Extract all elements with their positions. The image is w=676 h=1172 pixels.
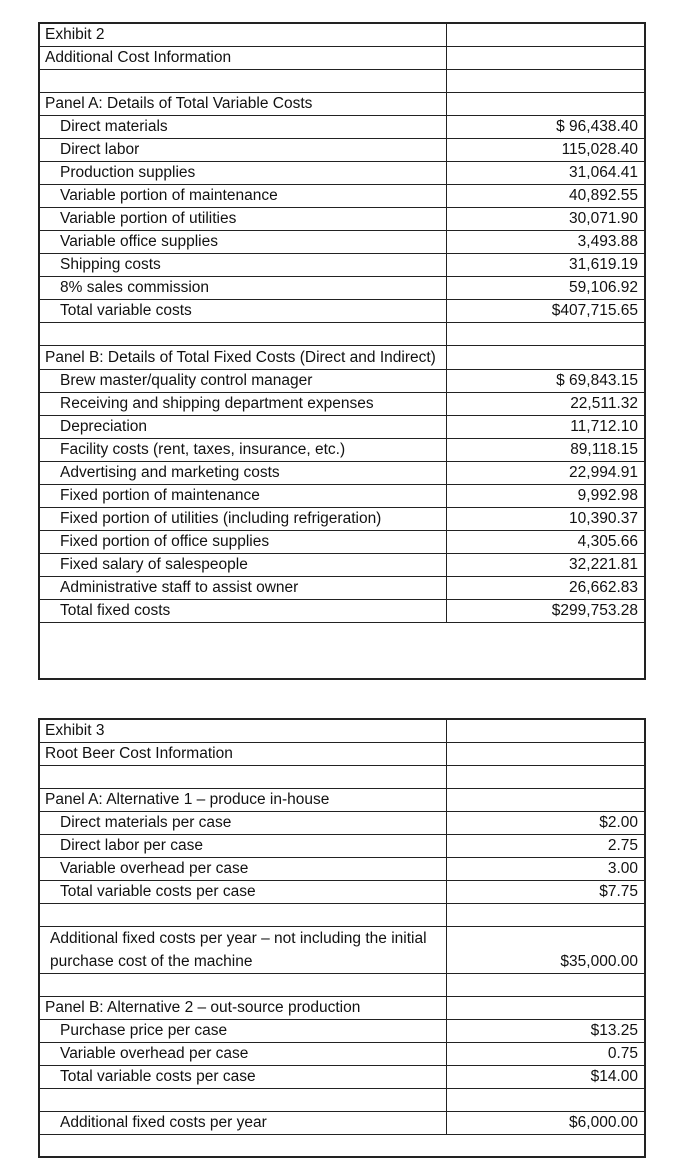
- row-label: Depreciation: [40, 416, 447, 439]
- exhibit-title-row: [40, 720, 644, 743]
- spacer-row: [40, 766, 644, 789]
- panel-heading-row: [40, 997, 644, 1020]
- row-label: 8% sales commission: [40, 277, 447, 300]
- spacer-row: [40, 323, 644, 346]
- row-value: $2.00: [447, 812, 645, 835]
- total-row: [40, 881, 644, 904]
- spacer-row: [40, 974, 644, 997]
- row-label: Brew master/quality control manager: [40, 370, 447, 393]
- row-value: 30,071.90: [447, 208, 645, 231]
- panel-b-heading: Panel B: Details of Total Fixed Costs (Direct and Indirect): [40, 346, 447, 370]
- table-row: [40, 370, 644, 393]
- empty-cell: [447, 47, 645, 70]
- row-label: Total variable costs: [40, 300, 447, 323]
- table-row: [40, 508, 644, 531]
- row-label: Receiving and shipping department expenses: [40, 393, 447, 416]
- additional-costs-value: $6,000.00: [447, 1112, 645, 1135]
- empty-cell: [447, 997, 645, 1020]
- row-label: Direct materials per case: [40, 812, 447, 835]
- row-label: Direct labor per case: [40, 835, 447, 858]
- empty-cell: [447, 743, 645, 766]
- row-value: 11,712.10: [447, 416, 645, 439]
- table-row: [40, 835, 644, 858]
- exhibit-title: Exhibit 3: [40, 720, 447, 743]
- table-row: [40, 554, 644, 577]
- table-row: [40, 162, 644, 185]
- table-row: [40, 439, 644, 462]
- row-value: 3,493.88: [447, 231, 645, 254]
- table-row: [40, 393, 644, 416]
- empty-cell: [447, 789, 645, 812]
- table-row: [40, 531, 644, 554]
- row-value: 26,662.83: [447, 577, 645, 600]
- row-label: Direct labor: [40, 139, 447, 162]
- row-value: 59,106.92: [447, 277, 645, 300]
- row-label: Fixed salary of salespeople: [40, 554, 447, 577]
- additional-costs-value: $35,000.00: [447, 927, 645, 974]
- table-row: [40, 462, 644, 485]
- spacer-row: [40, 1089, 644, 1112]
- table-row: [40, 1020, 644, 1043]
- panel-a-heading: Panel A: Alternative 1 – produce in-house: [40, 789, 447, 812]
- total-row: [40, 1066, 644, 1089]
- row-value: 3.00: [447, 858, 645, 881]
- row-value: $ 96,438.40: [447, 116, 645, 139]
- row-label: Total variable costs per case: [40, 1066, 447, 1089]
- exhibit-3-table: [38, 718, 646, 1158]
- exhibit-title-row: [40, 24, 644, 47]
- table-row: [40, 1043, 644, 1066]
- row-label: Shipping costs: [40, 254, 447, 277]
- additional-costs-label: Additional fixed costs per year – not including the initial purchase cost of the machine: [40, 927, 447, 974]
- row-label: Production supplies: [40, 162, 447, 185]
- total-row: [40, 600, 644, 623]
- row-label: Variable portion of maintenance: [40, 185, 447, 208]
- total-row: [40, 300, 644, 323]
- table-row: [40, 277, 644, 300]
- additional-costs-row: [40, 1112, 644, 1135]
- panel-b-heading: Panel B: Alternative 2 – out-source production: [40, 997, 447, 1020]
- table-row: [40, 812, 644, 835]
- table-row: [40, 231, 644, 254]
- table-row: [40, 254, 644, 277]
- empty-cell: [447, 346, 645, 370]
- row-label: Direct materials: [40, 116, 447, 139]
- exhibit-subtitle: Additional Cost Information: [40, 47, 447, 70]
- row-value: 9,992.98: [447, 485, 645, 508]
- row-label: Variable office supplies: [40, 231, 447, 254]
- table-row: [40, 485, 644, 508]
- row-label: Variable overhead per case: [40, 1043, 447, 1066]
- row-label: Total variable costs per case: [40, 881, 447, 904]
- table-row: [40, 577, 644, 600]
- row-value: 22,511.32: [447, 393, 645, 416]
- row-value: 0.75: [447, 1043, 645, 1066]
- row-label: Variable portion of utilities: [40, 208, 447, 231]
- row-value: $7.75: [447, 881, 645, 904]
- table-row: [40, 208, 644, 231]
- panel-heading-row: [40, 93, 644, 116]
- row-label: Advertising and marketing costs: [40, 462, 447, 485]
- exhibit-subtitle-row: [40, 743, 644, 766]
- row-value: $14.00: [447, 1066, 645, 1089]
- row-value: 115,028.40: [447, 139, 645, 162]
- panel-heading-row: [40, 789, 644, 812]
- spacer-row: [40, 904, 644, 927]
- row-value: 22,994.91: [447, 462, 645, 485]
- row-value: $407,715.65: [447, 300, 645, 323]
- row-value: 31,064.41: [447, 162, 645, 185]
- row-value: 4,305.66: [447, 531, 645, 554]
- table-row: [40, 116, 644, 139]
- row-label: Fixed portion of maintenance: [40, 485, 447, 508]
- spacer-row: [40, 70, 644, 93]
- additional-costs-label: Additional fixed costs per year: [40, 1112, 447, 1135]
- table-row: [40, 139, 644, 162]
- row-label: Facility costs (rent, taxes, insurance, etc.): [40, 439, 447, 462]
- table-row: [40, 185, 644, 208]
- row-value: 10,390.37: [447, 508, 645, 531]
- row-label: Total fixed costs: [40, 600, 447, 623]
- row-label: Variable overhead per case: [40, 858, 447, 881]
- row-value: $13.25: [447, 1020, 645, 1043]
- row-label: Administrative staff to assist owner: [40, 577, 447, 600]
- row-label: Fixed portion of office supplies: [40, 531, 447, 554]
- empty-cell: [447, 93, 645, 116]
- row-value: $ 69,843.15: [447, 370, 645, 393]
- row-value: 32,221.81: [447, 554, 645, 577]
- row-value: 89,118.15: [447, 439, 645, 462]
- row-label: Purchase price per case: [40, 1020, 447, 1043]
- panel-a-heading: Panel A: Details of Total Variable Costs: [40, 93, 447, 116]
- row-value: 40,892.55: [447, 185, 645, 208]
- row-value: 2.75: [447, 835, 645, 858]
- row-label: Fixed portion of utilities (including refrigeration): [40, 508, 447, 531]
- exhibit-title: Exhibit 2: [40, 24, 447, 47]
- table-row: [40, 858, 644, 881]
- empty-cell: [447, 24, 645, 47]
- exhibit-subtitle-row: [40, 47, 644, 70]
- row-value: $299,753.28: [447, 600, 645, 623]
- empty-cell: [447, 720, 645, 743]
- panel-heading-row: [40, 346, 644, 370]
- exhibit-2-table: [38, 22, 646, 680]
- row-value: 31,619.19: [447, 254, 645, 277]
- additional-costs-row: [40, 927, 644, 974]
- table-row: [40, 416, 644, 439]
- exhibit-subtitle: Root Beer Cost Information: [40, 743, 447, 766]
